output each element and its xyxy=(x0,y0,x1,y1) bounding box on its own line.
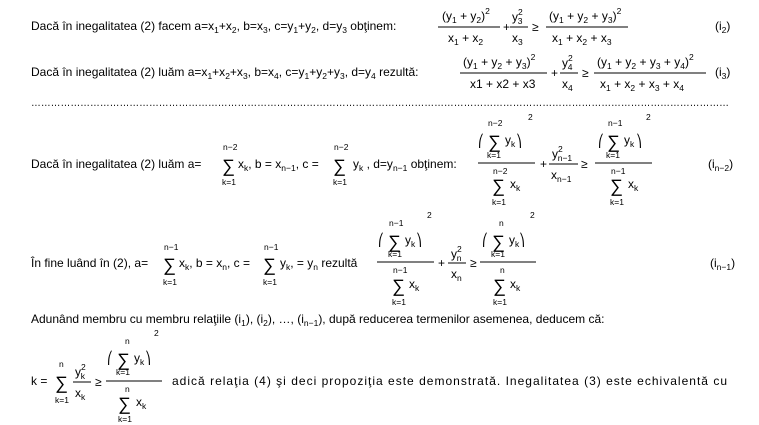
svg-text:∑: ∑ xyxy=(488,132,501,152)
svg-text:n: n xyxy=(500,265,505,275)
svg-text:n−1: n−1 xyxy=(389,218,404,228)
svg-text:k=1: k=1 xyxy=(163,277,177,287)
svg-text:n−1: n−1 xyxy=(611,166,626,176)
line-3 xyxy=(31,112,733,207)
svg-text:2: 2 xyxy=(528,112,533,122)
svg-text:≥: ≥ xyxy=(95,375,102,389)
svg-text:yk: $y_k$ xyxy=(509,233,520,249)
svg-text:k=1: k=1 xyxy=(492,197,506,207)
svg-text:⎞: ⎞ xyxy=(636,134,642,148)
svg-text:xk, b = xn, c =: $x_k$, $b = x_n$, c = xyxy=(179,256,251,272)
svg-text:n: n xyxy=(59,359,64,369)
svg-text:∑: ∑ xyxy=(388,232,401,252)
svg-text:k=1: k=1 xyxy=(388,249,402,259)
svg-text:(y1 + y2 + y3)2: $(y_1 + y_2 + y_3)^2$ xyxy=(549,6,622,25)
svg-text:x4: $x_4$ xyxy=(562,77,573,93)
svg-text:∑: ∑ xyxy=(222,156,235,176)
svg-text:2: 2 xyxy=(427,210,432,220)
svg-text:y2n−1: $y^2$ n−1 xyxy=(552,144,573,163)
svg-text:⎞: ⎞ xyxy=(519,233,525,247)
svg-text:y23: $y^2$ 3 xyxy=(512,7,523,26)
svg-text:∑: ∑ xyxy=(392,276,405,296)
svg-text:⎞: ⎞ xyxy=(516,134,522,148)
ellipsis-line: …………………………………………………………………………………………………………………………………………………………………………………………… xyxy=(31,95,729,109)
svg-text:xk, b = xn−1, c =: $x_k$, $b = x_{n-1}$, c = xyxy=(238,157,319,173)
svg-text:xn−1: $x_{n-1}$ xyxy=(551,168,572,184)
k-equals: k = xyxy=(31,374,48,388)
svg-text:xk: $x_k$ xyxy=(510,277,521,293)
svg-text:n−2: n−2 xyxy=(488,118,503,128)
svg-text:2: 2 xyxy=(530,210,535,220)
svg-text:+: + xyxy=(551,66,559,80)
svg-text:k=1: k=1 xyxy=(392,297,406,307)
equation-tag-in-2: $(i_{n-2})$ xyxy=(708,157,734,173)
svg-text:k=1: k=1 xyxy=(55,395,69,405)
svg-text:yk: $y_k$ xyxy=(505,133,516,149)
svg-text:x1 + x2 + x3: x1 + x2 + x3 xyxy=(470,77,536,91)
line-3-prefix: Dacă în inegalitatea (2) luăm a= xyxy=(31,157,202,171)
svg-text:n−2: n−2 xyxy=(223,142,238,152)
equation-tag-i3: $(i_3)$ xyxy=(715,65,731,81)
svg-text:∑: ∑ xyxy=(263,255,276,275)
svg-text:⎛: ⎛ xyxy=(478,134,484,148)
svg-text:n: n xyxy=(125,384,130,394)
svg-text:n−2: n−2 xyxy=(334,142,349,152)
svg-text:xk: $x_k$ xyxy=(75,386,86,402)
svg-text:y2n: $y^2$ n xyxy=(451,244,462,263)
svg-text:xk: $x_k$ xyxy=(136,395,147,411)
svg-text:yk: $y_k$ xyxy=(405,233,416,249)
svg-text:yk, = yn rezultă: $y_k$, = $y_n$ rezultă xyxy=(280,256,358,272)
svg-text:≥: ≥ xyxy=(582,66,589,80)
svg-text:n: n xyxy=(499,218,504,228)
line-5-text: Adunând membru cu membru relaţiile $(i_1)$, $(i_2)$, …, $(i_{n-1})$, după reducerea termenilor asemenea, deducem că: xyxy=(31,312,605,328)
svg-text:⎞: ⎞ xyxy=(416,233,422,247)
svg-text:xk: $x_k$ xyxy=(510,177,521,193)
svg-text:k=1: k=1 xyxy=(333,177,347,187)
svg-text:(y1 + y2 + y3)2: $(y_1 + y_2 + y_3)^2$ xyxy=(463,52,536,71)
svg-text:∑: ∑ xyxy=(333,156,346,176)
svg-text:k=1: k=1 xyxy=(606,150,620,160)
line-1-text: Dacă în inegalitatea (2) facem $a=x_1+x_2$, $b=x_3$, $c=y_1+y_2$, $d=y_3$ obţinem: xyxy=(31,19,397,35)
svg-text:k=1: k=1 xyxy=(491,249,505,259)
svg-text:xk: $x_k$ xyxy=(409,277,420,293)
svg-text:k=1: k=1 xyxy=(222,177,236,187)
svg-text:x1 + x2 + x3: $x_1 + x_2 + x_3$ xyxy=(552,31,612,47)
svg-text:n: n xyxy=(125,336,130,346)
svg-text:∑: ∑ xyxy=(118,394,131,414)
line-6-text: adică relaţia (4) şi deci propoziţia este demonstrată. Inegalitatea (3) este echivalentă cu xyxy=(172,374,727,388)
svg-text:n−1: n−1 xyxy=(608,118,623,128)
svg-text:xk: $x_k$ xyxy=(628,177,639,193)
svg-text:n−1: n−1 xyxy=(393,265,408,275)
svg-text:n−1: n−1 xyxy=(164,242,179,252)
svg-text:yk , d=yn−1 obţinem:: $y_k$ , $d=y_{n-1}$ obţinem: xyxy=(353,157,457,173)
line-1 xyxy=(31,6,730,47)
svg-text:yk: $y_k$ xyxy=(134,351,145,367)
svg-text:k=1: k=1 xyxy=(493,297,507,307)
svg-text:k=1: k=1 xyxy=(487,150,501,160)
line-2-text: Dacă în inegalitatea (2) luăm $a=x_1+x_2+x_3$, $b=x_4$, $c=y_1+y_2+y_3$, $d=y_4$ rezultă: xyxy=(31,65,419,81)
svg-text:∑: ∑ xyxy=(493,276,506,296)
svg-text:∑: ∑ xyxy=(610,176,623,196)
svg-text:∑: ∑ xyxy=(492,232,505,252)
svg-text:∑: ∑ xyxy=(492,176,505,196)
svg-text:x3: $x_3$ xyxy=(512,31,523,47)
svg-text:n−2: n−2 xyxy=(493,166,508,176)
equation-tag-i2: $(i_2)$ xyxy=(715,19,731,35)
svg-text:⎛: ⎛ xyxy=(482,233,488,247)
svg-text:∑: ∑ xyxy=(163,255,176,275)
line-6 xyxy=(31,328,727,424)
line-2 xyxy=(31,52,730,93)
svg-text:xn: $x_n$ xyxy=(451,267,462,283)
svg-text:⎛: ⎛ xyxy=(107,351,113,365)
svg-text:+: + xyxy=(503,20,511,34)
svg-text:⎞: ⎞ xyxy=(145,351,151,365)
svg-text:(y1 + y2)2: $(y_1 + y_2)^2$ xyxy=(442,6,490,25)
svg-text:x1 + x2 + x3 + x4: $x_1 + x_2 + x_3 + x_4$ xyxy=(600,77,684,93)
svg-text:+: + xyxy=(540,157,548,171)
svg-text:y24: $y^2$ 4 xyxy=(562,53,573,72)
svg-text:k=1: k=1 xyxy=(263,277,277,287)
svg-text:≥: ≥ xyxy=(581,157,588,171)
svg-text:∑: ∑ xyxy=(117,350,130,370)
svg-text:⎛: ⎛ xyxy=(378,233,384,247)
svg-text:(y1 + y2 + y3 + y4)2: $(y_1 + y_2 + y_3 + y_4)^2$ xyxy=(597,52,694,71)
svg-text:2: 2 xyxy=(154,328,159,338)
line-4-prefix: În fine luând în (2), a= xyxy=(31,256,149,270)
svg-text:∑: ∑ xyxy=(607,132,620,152)
svg-text:k=1: k=1 xyxy=(116,367,130,377)
svg-text:∑: ∑ xyxy=(55,373,68,393)
svg-text:2: 2 xyxy=(646,112,651,122)
svg-text:≥: ≥ xyxy=(470,256,477,270)
svg-text:⎛: ⎛ xyxy=(598,134,604,148)
svg-text:k=1: k=1 xyxy=(118,414,132,424)
svg-text:n−1: n−1 xyxy=(264,242,279,252)
svg-text:x1 + x2: $x_1 + x_2$ xyxy=(448,31,484,47)
svg-text:≥: ≥ xyxy=(532,20,539,34)
line-4 xyxy=(30,210,735,307)
svg-text:y2k: $y^2$ k xyxy=(75,362,86,381)
svg-text:k=1: k=1 xyxy=(610,197,624,207)
equation-tag-in-1: $(i_{n-1})$ xyxy=(710,256,736,272)
svg-text:+: + xyxy=(438,256,446,270)
svg-text:yk: $y_k$ xyxy=(624,133,635,149)
